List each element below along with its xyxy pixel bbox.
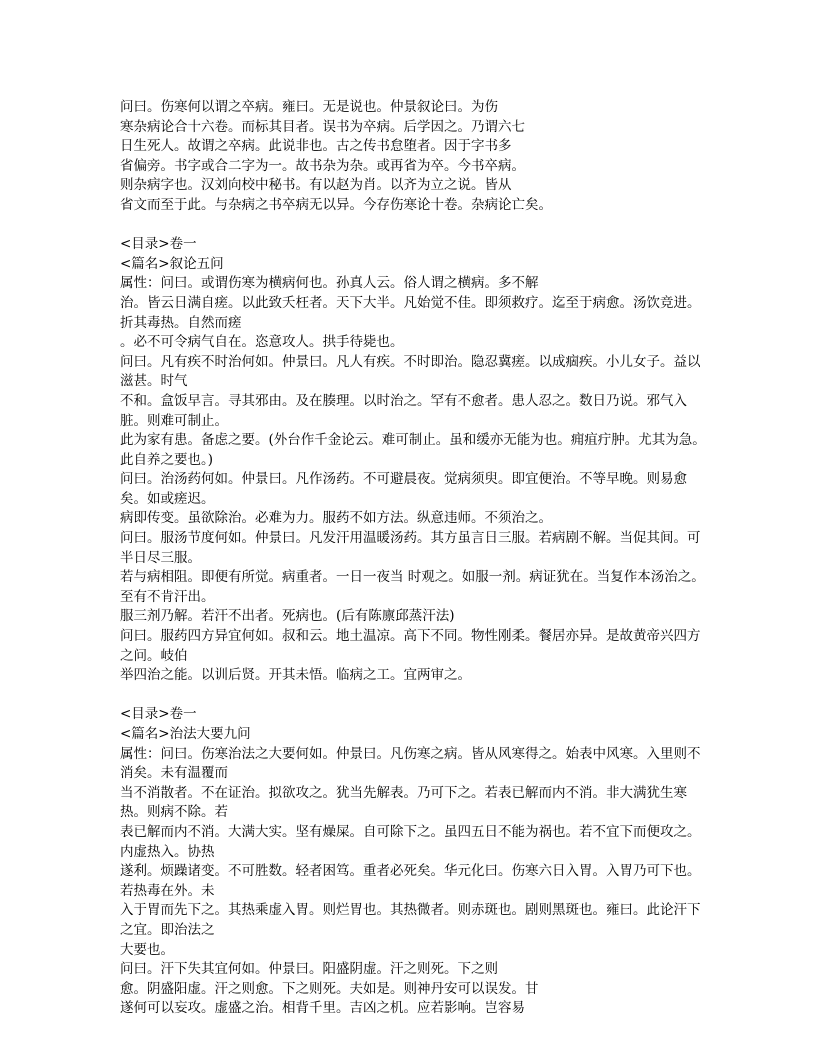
text-line: 大要也。 [120,941,174,958]
text-line: 病即传变。虽欲除治。必难为力。服药不如方法。纵意违师。不须治之。 [120,510,552,527]
text-line: 省偏旁。书字或合二字为一。故书杂为杂。或再省为卒。今书卒病。 [120,157,525,174]
text-line: 遂利。烦躁诸变。不可胜数。轻者困笃。重者必死矣。华元化曰。伤寒六日入胃。入胃乃可下也。若热毒在外。未 [120,863,701,899]
text-line: 遂何可以妄攻。虚盛之治。相背千里。吉凶之机。应若影响。岂容易 [120,1000,525,1017]
text-line: 服三剂乃解。若汗不出者。死病也。(后有陈廪邱蒸汗法) [120,608,455,625]
chapter-title: <篇名>叙论五问 [120,255,224,272]
text-line: 问曰。伤寒何以谓之卒病。雍曰。无是说也。仲景叙论曰。为伤 [120,99,498,115]
text-line: 日生死人。故谓之卒病。此说非也。古之传书怠堕者。因于字书多 [120,138,512,155]
document-page [120,98,712,1019]
text-line: 属性：问曰。伤寒治法之大要何如。仲景曰。凡伤寒之病。皆从风寒得之。始表中风寒。入里则不消矣。未有温覆而 [120,745,701,782]
text-line: 问曰。服汤节度何如。仲景曰。凡发汗用温暖汤药。其方虽言日三服。若病剧不解。当促其间。可半日尽三服。 [120,530,701,566]
catalog-heading: <目录>卷一 [120,236,197,253]
text-line: 不和。盒饭早言。寻其邪由。及在腠理。以时治之。罕有不愈者。患人忍之。数日乃说。邪气入脏。则难可制止。 [120,392,687,429]
text-line: 属性：问曰。或谓伤寒为横病何也。孙真人云。俗人谓之横病。多不解 [120,275,539,292]
text-line: 此为家有患。备虑之要。(外台作千金论云。难可制止。虽和缓亦无能为也。痈疽疔肿。尤其为急。此自养之要也。) [120,432,706,468]
text-line: 若与病相阻。即便有所觉。病重者。一日一夜当 时观之。如服一剂。病证犹在。当复作本汤治之。至有不肯汗出。 [120,569,705,605]
text-line: 则杂病字也。汉刘向校中秘书。有以赵为肖。以齐为立之说。皆从 [120,177,512,194]
text-line: 省文而至于此。与杂病之书卒病无以异。今存伤寒论十卷。杂病论亡矣。 [120,196,552,213]
text-line: 问曰。凡有疾不时治何如。仲景曰。凡人有疾。不时即治。隐忍冀瘥。以成痼疾。小儿女子。益以滋甚。时气 [120,353,701,390]
text-line: 问曰。服药四方异宜何如。叔和云。地土温凉。高下不同。物性刚柔。餐居亦异。是故黄帝兴四方之问。岐伯 [120,628,701,664]
text-line: 入于胃而先下之。其热乘虚入胃。则烂胃也。其热微者。则赤斑也。剧则黑斑也。雍曰。此论汗下之宜。即治法之 [120,902,701,938]
catalog-heading: <目录>卷一 [120,706,197,723]
section-zhifa [120,705,712,1019]
intro-paragraph [120,98,712,216]
text-line: 举四治之能。以训后贤。开其未悟。临病之工。宜两审之。 [120,667,471,684]
section-xulun [120,235,712,686]
text-line: 治。皆云日满自瘥。以此致夭枉者。天下大半。凡始觉不佳。即须救疗。迄至于病愈。汤饮竞进。折其毒热。自然而瘥 [120,294,701,331]
paragraph-gap [120,216,712,236]
text-line: 问曰。汗下失其宜何如。仲景曰。阳盛阴虚。汗之则死。下之则 [120,961,498,978]
text-line: 问曰。治汤药何如。仲景曰。凡作汤药。不可避晨夜。觉病须臾。即宜便治。不等早晚。则易愈矣。如或瘥迟。 [120,471,687,507]
chapter-title: <篇名>治法大要九问 [120,726,251,742]
text-line: 愈。阴盛阳虚。汗之则愈。下之则死。夫如是。则神丹安可以误发。甘 [120,980,539,997]
text-line: 寒杂病论合十六卷。而标其目者。误书为卒病。后学因之。乃谓六七 [120,118,525,135]
text-line: 。必不可令病气自在。恣意攻人。拱手待毙也。 [120,334,404,351]
text-line: 表已解而内不消。大满大实。坚有燥屎。自可除下之。虽四五日不能为祸也。若不宜下而便攻之。内虚热入。协热 [120,823,701,860]
paragraph-gap [120,686,712,706]
text-line: 当不消散者。不在证治。拟欲攻之。犹当先解表。乃可下之。若表已解而内不消。非大满犹生寒热。则病不除。若 [120,784,687,821]
